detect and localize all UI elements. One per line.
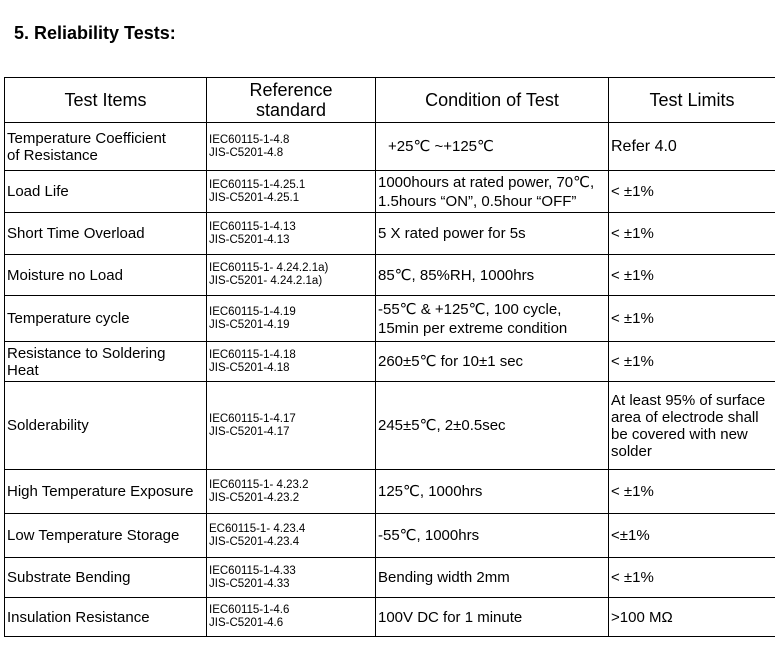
test-item-cell: High Temperature Exposure [5, 470, 207, 514]
reference-cell: IEC60115-1-4.18 JIS-C5201-4.18 [207, 342, 376, 382]
limit-cell: <±1% [609, 514, 775, 558]
reference-cell: IEC60115-1-4.19 JIS-C5201-4.19 [207, 296, 376, 342]
condition-cell: 125℃, 1000hrs [376, 470, 609, 514]
table-row [5, 213, 775, 255]
test-item-cell: Temperature Coefficient of Resistance [5, 123, 207, 171]
reference-cell: IEC60115-1-4.8 JIS-C5201-4.8 [207, 123, 376, 171]
limit-cell: At least 95% of surface area of electrode shall be covered with new solder [609, 382, 775, 470]
table-header-row [5, 78, 775, 123]
table-row [5, 382, 775, 470]
header-test-limits: Test Limits [609, 78, 775, 123]
table-row [5, 171, 775, 213]
reference-cell: IEC60115-1-4.6 JIS-C5201-4.6 [207, 598, 376, 637]
test-item-cell: Load Life [5, 171, 207, 213]
condition-cell: 1000hours at rated power, 70℃, 1.5hours “ON”, 0.5hour “OFF” [376, 171, 609, 213]
limit-cell: >100 MΩ [609, 598, 775, 637]
limit-cell: < ±1% [609, 296, 775, 342]
table-row [5, 296, 775, 342]
limit-cell: < ±1% [609, 558, 775, 598]
section-title: 5. Reliability Tests: [14, 23, 176, 43]
header-condition-of-test: Condition of Test [376, 78, 609, 123]
condition-cell: -55℃, 1000hrs [376, 514, 609, 558]
table-row [5, 123, 775, 171]
table-row [5, 470, 775, 514]
reference-cell: IEC60115-1-4.13 JIS-C5201-4.13 [207, 213, 376, 255]
condition-cell: Bending width 2mm [376, 558, 609, 598]
table-row [5, 598, 775, 637]
condition-cell: 100V DC for 1 minute [376, 598, 609, 637]
reliability-tests-table [4, 77, 775, 637]
test-item-cell: Substrate Bending [5, 558, 207, 598]
limit-cell: < ±1% [609, 342, 775, 382]
test-item-cell: Resistance to Soldering Heat [5, 342, 207, 382]
test-item-cell: Low Temperature Storage [5, 514, 207, 558]
reference-cell: EC60115-1- 4.23.4 JIS-C5201-4.23.4 [207, 514, 376, 558]
limit-cell: < ±1% [609, 470, 775, 514]
condition-cell: -55℃ & +125℃, 100 cycle, 15min per extreme condition [376, 296, 609, 342]
test-item-cell: Solderability [5, 382, 207, 470]
table-row [5, 558, 775, 598]
condition-cell: 245±5℃, 2±0.5sec [376, 382, 609, 470]
test-item-cell: Short Time Overload [5, 213, 207, 255]
condition-cell: 5 X rated power for 5s [376, 213, 609, 255]
table-row [5, 514, 775, 558]
limit-cell: < ±1% [609, 213, 775, 255]
table-row [5, 255, 775, 296]
header-reference-standard: Reference standard [207, 78, 376, 123]
header-test-items: Test Items [5, 78, 207, 123]
table-row [5, 342, 775, 382]
limit-cell: Refer 4.0 [609, 123, 775, 171]
limit-cell: < ±1% [609, 255, 775, 296]
reference-cell: IEC60115-1-4.25.1 JIS-C5201-4.25.1 [207, 171, 376, 213]
condition-cell: 85℃, 85%RH, 1000hrs [376, 255, 609, 296]
test-item-cell: Insulation Resistance [5, 598, 207, 637]
condition-cell: 260±5℃ for 10±1 sec [376, 342, 609, 382]
condition-cell: +25℃ ~+125℃ [376, 123, 609, 171]
reference-cell: IEC60115-1- 4.24.2.1a) JIS-C5201- 4.24.2.1a) [207, 255, 376, 296]
test-item-cell: Moisture no Load [5, 255, 207, 296]
reference-cell: IEC60115-1-4.33 JIS-C5201-4.33 [207, 558, 376, 598]
limit-cell: < ±1% [609, 171, 775, 213]
reference-cell: IEC60115-1- 4.23.2 JIS-C5201-4.23.2 [207, 470, 376, 514]
test-item-cell: Temperature cycle [5, 296, 207, 342]
reference-cell: IEC60115-1-4.17 JIS-C5201-4.17 [207, 382, 376, 470]
